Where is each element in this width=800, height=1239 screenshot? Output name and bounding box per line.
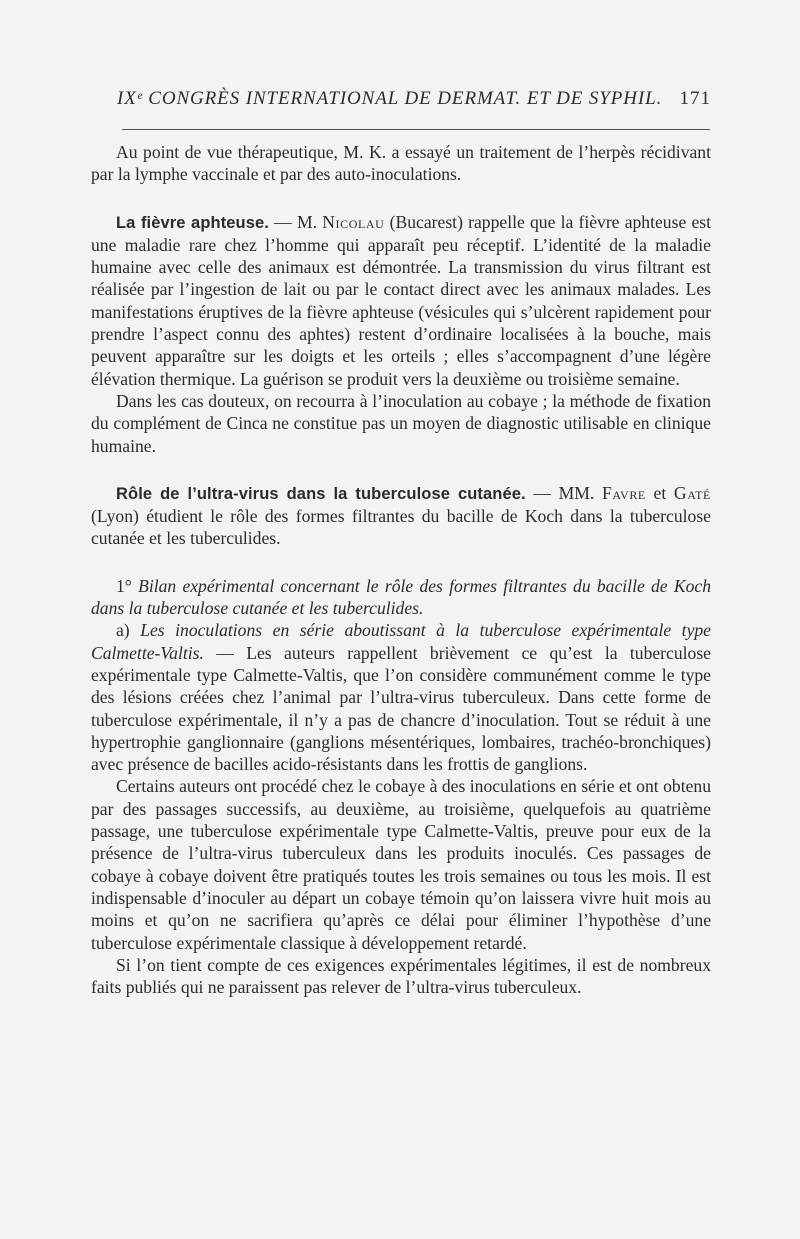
- subsection-bilan: 1° Bilan expérimental concernant le rôle des formes filtrantes du bacille de Koch dans la tuberculose cutanée et les tuberculides.: [91, 575, 711, 619]
- paragraph-diagnostic: Dans les cas douteux, on recourra à l’inoculation au cobaye ; la méthode de fixation du complément de Cinca ne constitue pas un moyen de diagnostic utilisable en clinique humaine.: [91, 390, 711, 456]
- paragraph-herpes-treatment: Au point de vue thérapeutique, M. K. a essayé un traitement de l’herpès récidivant par la lymphe vaccinale et par des auto-inoculations.: [91, 142, 711, 185]
- author-name: Gaté: [673, 482, 711, 503]
- running-header: [117, 88, 711, 110]
- section-fievre-aphteuse: La fièvre aphteuse. — M. Nicolau (Bucarest) rappelle que la fièvre aphteuse est une maladie rare chez l’homme qui apparaît peu réceptif. L’identité de la maladie humaine avec celle des animaux est démontrée. La transmission du virus filtrant est réalisée par l’ingestion de lait ou par le contact direct avec les animaux malades. Les manifestations éruptives de la fièvre aphteuse (vésicules qui s’ulcèrent rapidement pour prendre l’aspect connu des aphtes) restent d’ordinaire localisées à la bouche, mais peuvent apparaître sur les doigts et les orteils ; elles s’accompagnent d’une légère élévation thermique. La guérison se produit vers la deuxième ou troisième semaine.: [91, 211, 711, 389]
- author-name: Nicolau: [322, 211, 385, 232]
- section-heading: La fièvre aphteuse.: [116, 213, 269, 232]
- subsection-title: Bilan expérimental concernant le rôle des formes filtrantes du bacille de Koch dans la tuberculose cutanée et les tuberculides.: [91, 575, 711, 619]
- running-title: IXᵉ CONGRÈS INTERNATIONAL DE DERMAT. ET DE SYPHIL.: [117, 88, 663, 109]
- page-number: 171: [679, 88, 711, 109]
- section-ultra-virus: Rôle de l’ultra-virus dans la tuberculose cutanée. — MM. Favre et Gaté (Lyon) étudient le rôle des formes filtrantes du bacille de Koch dans la tuberculose cutanée et les tuberculides.: [91, 482, 711, 549]
- author-name: Favre: [601, 482, 646, 503]
- section-heading: Rôle de l’ultra-virus dans la tuberculose cutanée.: [116, 484, 526, 503]
- header-rule: [122, 129, 710, 130]
- paragraph-passages: Certains auteurs ont procédé chez le cobaye à des inoculations en série et ont obtenu par des passages successifs, au deuxième, au troisième, quelquefois au quatrième passage, une tuberculose expérimentale type Calmette-Valtis, preuve pour eux de la présence de l’ultra-virus tuberculeux dans les produits inoculés. Ces passages de cobaye à cobaye doivent être pratiqués toutes les trois semaines ou tous les mois. Il est indispensable d’inoculer au départ un cobaye témoin qu’on laissera vivre huit mois au moins et qu’on ne sacrifiera qu’après ce délai pour éliminer l’hypothèse d’une tuberculose expérimentale classique à développement retardé.: [91, 776, 711, 953]
- paragraph-inoculations: a) Les inoculations en série aboutissant à la tuberculose expérimentale type Calmette-Valtis. — Les auteurs rappellent brièvement ce qu’est la tuberculose expérimentale type Calmette-Valtis, que l’on considère communément comme le type des lésions créées chez l’animal par l’ultra-virus tuberculeux. Dans cette forme de tuberculose expérimentale, il n’y a pas de chancre d’inoculation. Tout se réduit à une hypertrophie ganglionnaire (ganglions mésentériques, lombaires, trachéo-bronchiques) avec présence de bacilles acido-résistants dans les frottis de ganglions.: [91, 620, 711, 775]
- subsection-title: Les inoculations en série aboutissant à la tuberculose expérimentale type Calmette-Valtis.: [91, 620, 711, 663]
- paragraph-exigences: Si l’on tient compte de ces exigences expérimentales légitimes, il est de nombreux faits publiés qui ne paraissent pas relever de l’ultra-virus tuberculeux.: [91, 954, 711, 998]
- body-text: [91, 141, 711, 998]
